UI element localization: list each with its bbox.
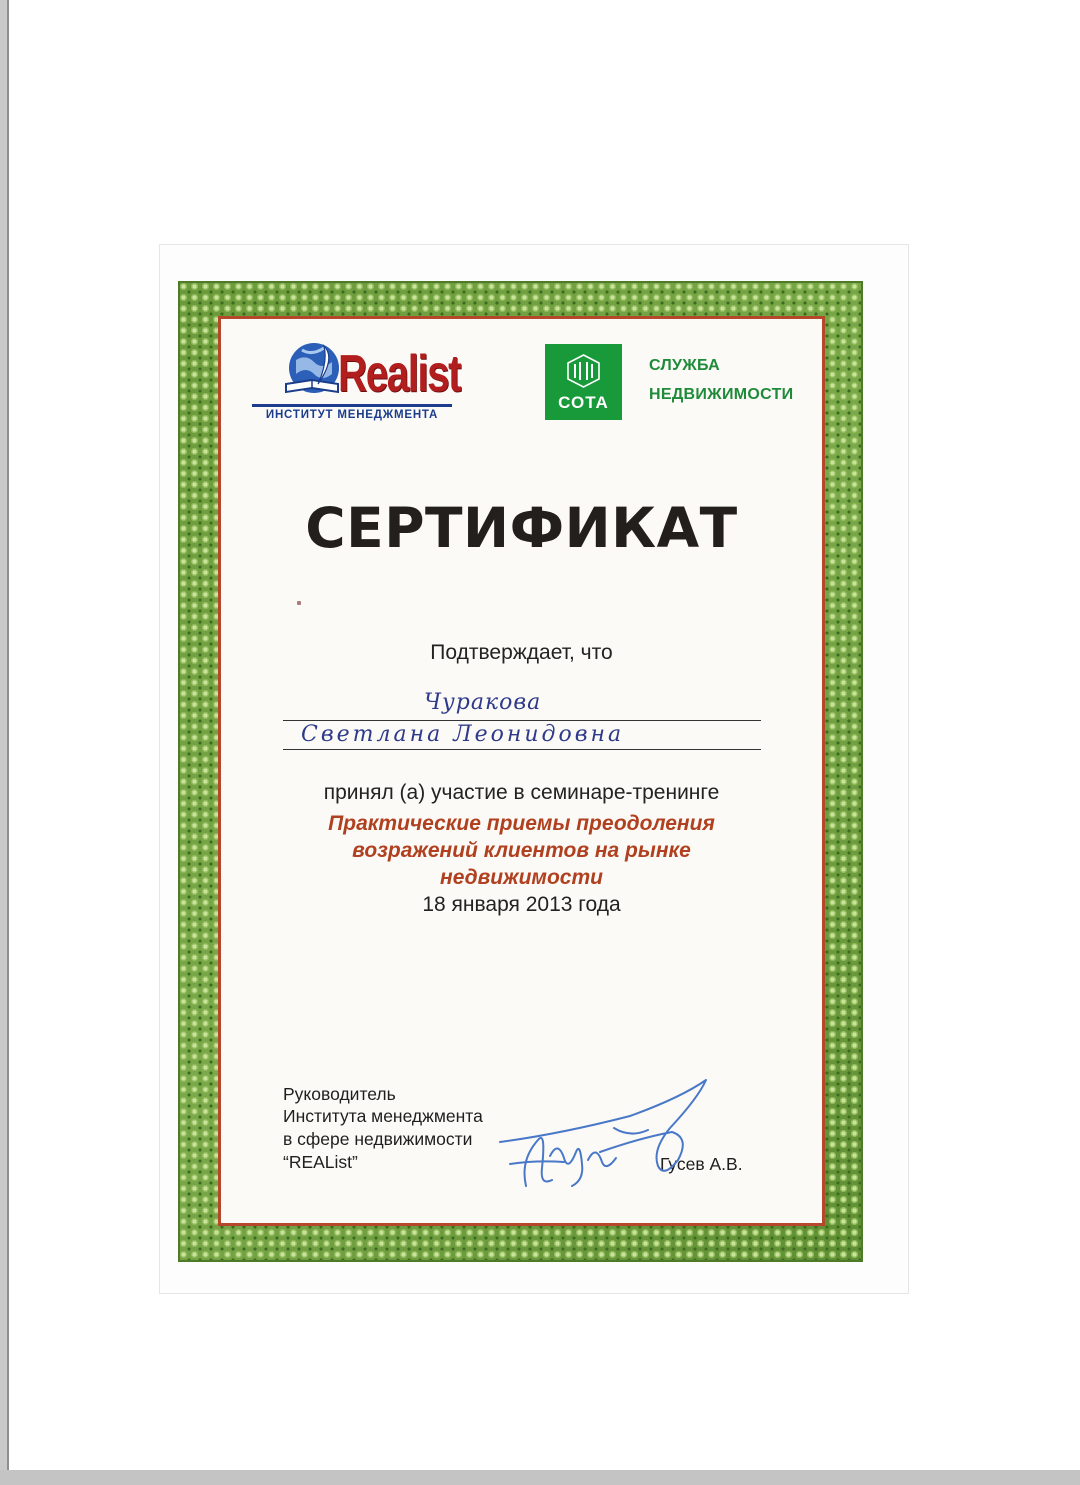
seminar-date: 18 января 2013 года (422, 893, 621, 916)
realist-caption: ИНСТИТУТ МЕНЕДЖМЕНТА (265, 409, 439, 421)
service-title-line1: СЛУЖБА (649, 357, 721, 374)
signer-position-line: Института менеджмента (283, 1106, 483, 1126)
name-line-2 (283, 749, 761, 750)
course-title-line: недвижимости (440, 866, 603, 889)
scan-speck (297, 601, 301, 605)
participation-text: принял (а) участие в семинаре-тренинге (323, 781, 720, 804)
participant-given-names: Светлана Леонидовна (301, 722, 625, 747)
signer-position-line: в сфере недвижимости (283, 1129, 473, 1149)
course-title-line: Практические приемы преодоления (328, 812, 715, 835)
participant-surname: Чуракова (424, 690, 542, 715)
cota-logo (545, 344, 622, 420)
realist-logo (236, 336, 468, 428)
name-line-1 (283, 720, 761, 721)
course-title-line: возражений клиентов на рынке (352, 839, 691, 862)
confirmation-text: Подтверждает, что (430, 641, 613, 664)
globe-book-feather-icon (284, 340, 342, 398)
realist-underline (252, 404, 452, 407)
handwritten-signature (480, 1068, 720, 1198)
certificate-title: СЕРТИФИКАТ (305, 496, 738, 560)
scan-edge-bottom (0, 1470, 1080, 1485)
scan-edge-left (0, 0, 9, 1485)
signer-position-line: “REAList” (283, 1152, 358, 1172)
signer-name: Гусев А.В. (660, 1154, 743, 1174)
cota-wordmark: СОТА (558, 393, 609, 412)
realist-wordmark: Realist (338, 345, 461, 403)
honeycomb-icon (565, 354, 602, 388)
service-title-line2: НЕДВИЖИМОСТИ (649, 386, 794, 403)
signer-position-line: Руководитель (283, 1084, 396, 1104)
